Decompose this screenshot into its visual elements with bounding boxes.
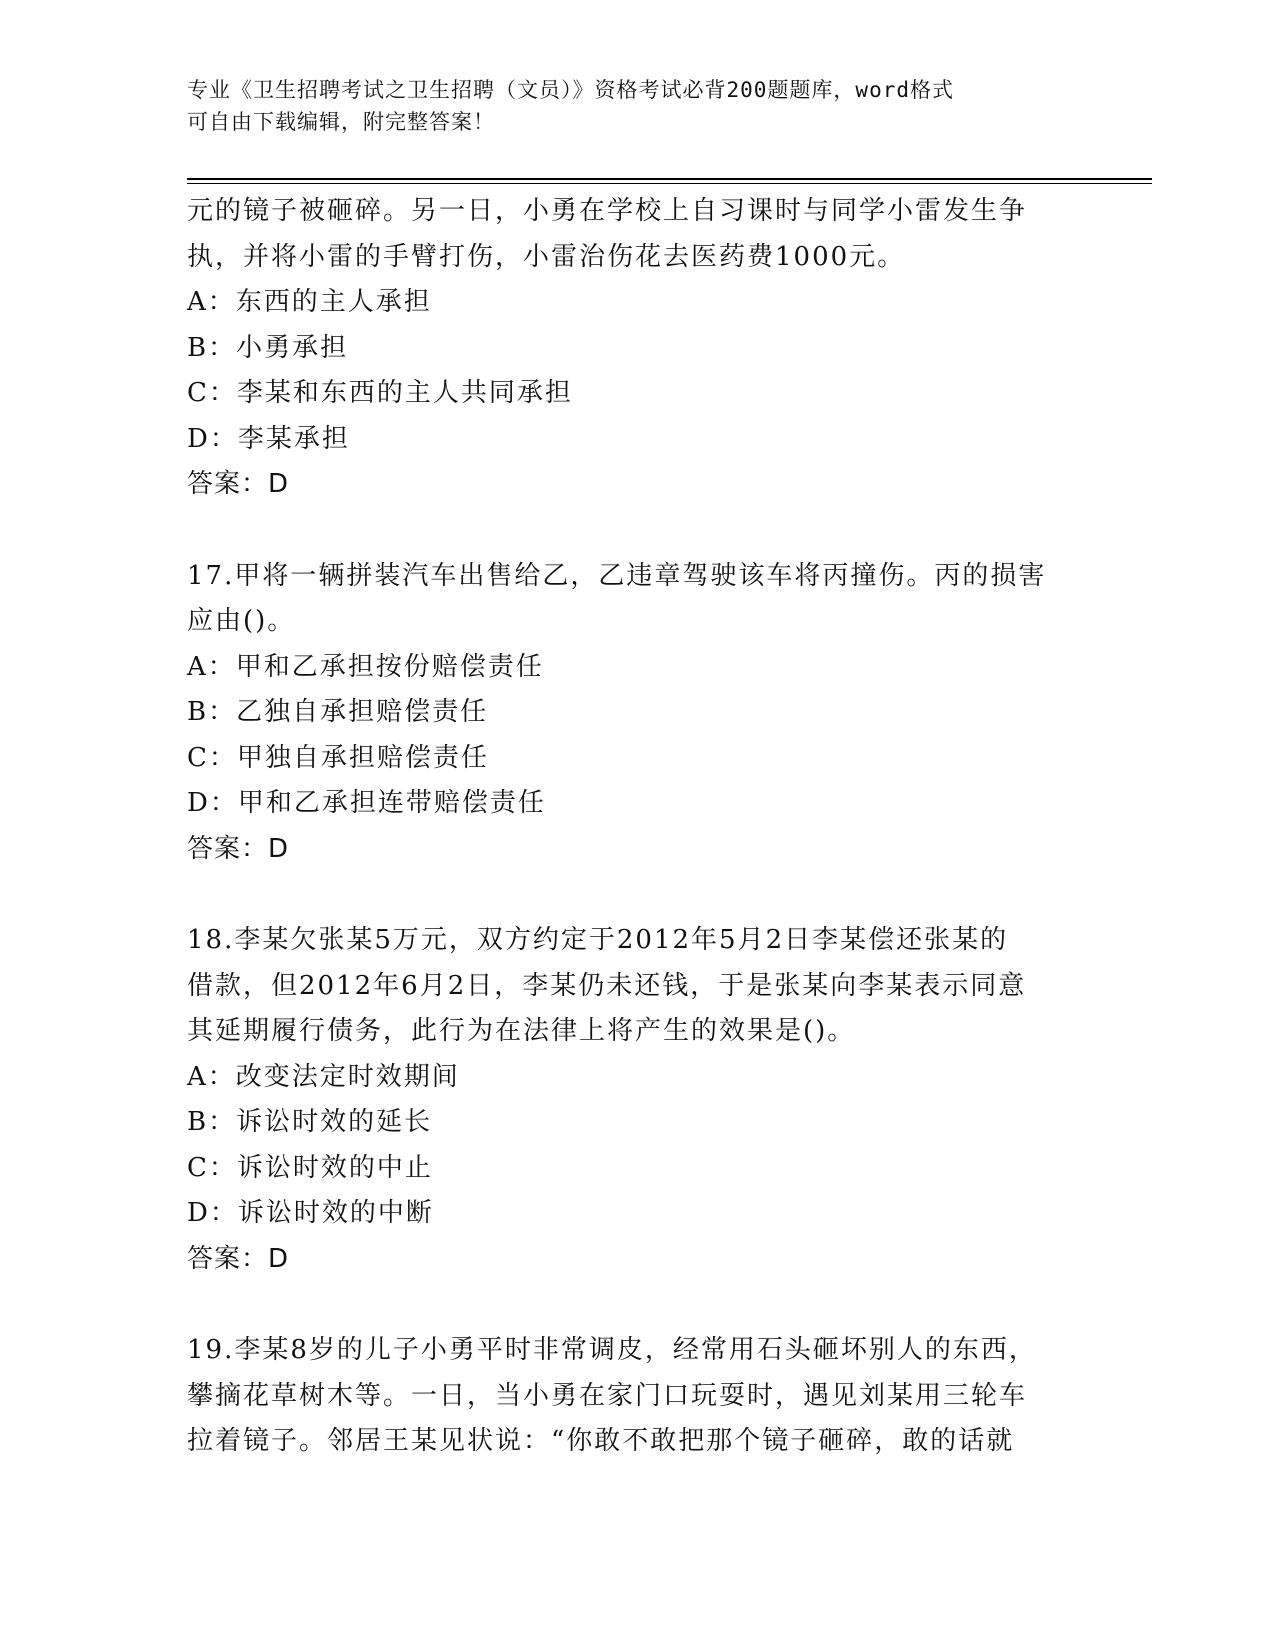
answer-line: 答案：D (187, 1243, 290, 1274)
question-stem-line: 元的镜子被砸碎。另一日，小勇在学校上自习课时与同学小雷发生争 (187, 196, 1028, 226)
question-stem-line: 攀摘花草树木等。一日，当小勇在家门口玩耍时，遇见刘某用三轮车 (187, 1380, 1028, 1411)
option-c: C：李某和东西的主人共同承担 (187, 378, 573, 408)
question-stem-line: 18.李某欠张某5万元，双方约定于2012年5月2日李某偿还张某的 (187, 925, 1009, 955)
option-d: D：甲和乙承担连带赔偿责任 (187, 788, 546, 818)
header-title-line: 专业《卫生招聘考试之卫生招聘（文员）》资格考试必背200题题库，word格式 (187, 78, 954, 102)
question-stem-line: 其延期履行债务，此行为在法律上将产生的效果是()。 (187, 1016, 856, 1046)
question-spacer (187, 1282, 1087, 1328)
answer-line: 答案：D (187, 469, 290, 499)
document-body (187, 189, 1087, 1465)
question-stem-line: 执，并将小雷的手臂打伤，小雷治伤花去医药费1000元。 (187, 241, 906, 272)
answer-line: 答案：D (187, 833, 290, 864)
option-d: D：诉讼时效的中断 (187, 1198, 434, 1228)
header-subtitle-line: 可自由下载编辑，附完整答案！ (187, 110, 495, 134)
question-16 (187, 189, 1087, 508)
option-a: A：甲和乙承担按份赔偿责任 (187, 651, 544, 682)
option-c: C：甲独自承担赔偿责任 (187, 742, 489, 773)
option-a: A：改变法定时效期间 (187, 1061, 460, 1092)
question-spacer (187, 872, 1087, 918)
option-c: C：诉讼时效的中止 (187, 1152, 433, 1183)
option-d: D：李某承担 (187, 423, 350, 454)
question-19 (187, 1328, 1087, 1465)
question-stem-line: 拉着镜子。邻居王某见状说：“你敢不敢把那个镜子砸碎，敢的话就 (187, 1426, 1015, 1456)
question-spacer (187, 508, 1087, 554)
question-17 (187, 554, 1087, 873)
question-stem-line: 借款，但2012年6月2日，李某仍未还钱，于是张某向李某表示同意 (187, 970, 1027, 1001)
option-b: B：诉讼时效的延长 (187, 1107, 433, 1137)
question-stem-line: 应由()。 (187, 606, 296, 636)
question-18 (187, 918, 1087, 1282)
document-header (187, 74, 1067, 138)
header-divider-thick (187, 178, 1152, 180)
option-a: A：东西的主人承担 (187, 287, 432, 317)
option-b: B：乙独自承担赔偿责任 (187, 697, 489, 727)
option-b: B：小勇承担 (187, 332, 349, 363)
header-divider-thin (187, 183, 1152, 184)
question-stem-line: 17.甲将一辆拼装汽车出售给乙，乙违章驾驶该车将丙撞伤。丙的损害 (187, 560, 1047, 591)
question-stem-line: 19.李某8岁的儿子小勇平时非常调皮，经常用石头砸坏别人的东西， (187, 1335, 1037, 1365)
